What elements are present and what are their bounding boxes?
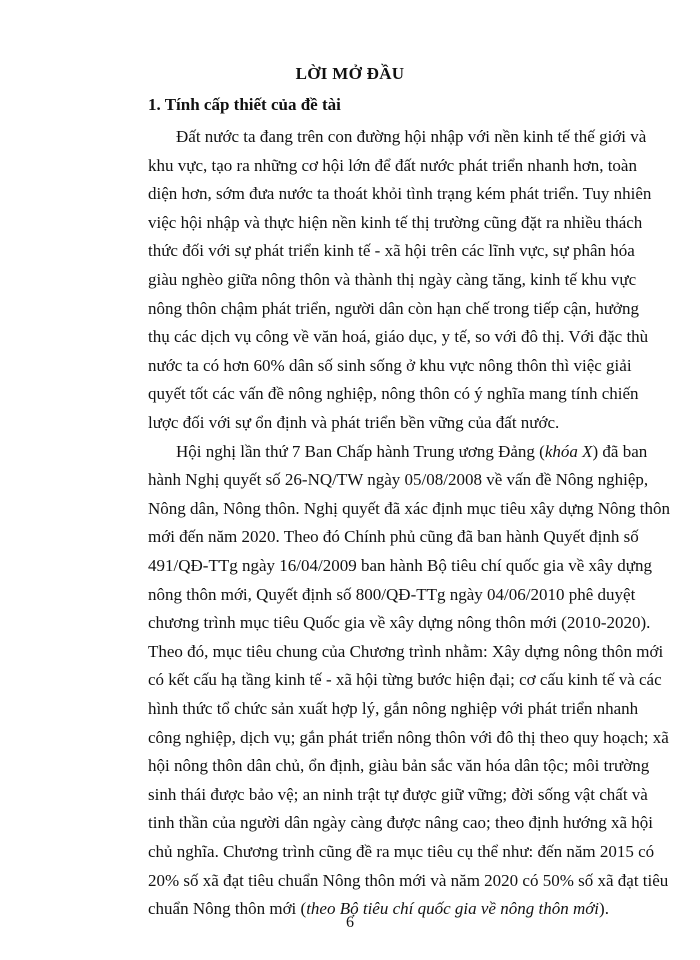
paragraph-line: thụ các dịch vụ công về văn hoá, giáo dục, y tế, so với đô thị. Với đặc thù bbox=[148, 327, 649, 347]
paragraph-line: sinh thái được bảo vệ; an ninh trật tự được giữ vững; đời sống vật chất và bbox=[148, 784, 648, 804]
paragraph-line: Hội nghị lần thứ 7 Ban Chấp hành Trung ương Đảng (khóa X) đã ban bbox=[176, 441, 648, 461]
page-title: LỜI MỞ ĐẦU bbox=[295, 64, 405, 83]
paragraph-line: Đất nước ta đang trên con đường hội nhập với nền kinh tế thế giới và bbox=[176, 127, 647, 146]
page-number: 6 bbox=[346, 914, 354, 931]
paragraph-line: chủ nghĩa. Chương trình cũng đề ra mục tiêu cụ thể như: đến năm 2015 có bbox=[148, 842, 655, 861]
paragraph-line: nước ta có hơn 60% dân số sinh sống ở khu vực nông thôn thì việc giải bbox=[148, 355, 632, 375]
paragraph-line: nông thôn chậm phát triển, người dân còn hạn chế trong tiếp cận, hưởng bbox=[148, 298, 640, 318]
paragraph-line: hội nông thôn dân chủ, ổn định, giàu bản sắc văn hóa dân tộc; môi trường bbox=[148, 756, 650, 776]
paragraph-line: hành Nghị quyết số 26-NQ/TW ngày 05/08/2008 về vấn đề Nông nghiệp, bbox=[148, 470, 649, 490]
italic-text: theo Bộ tiêu chí quốc gia về nông thôn mới bbox=[306, 899, 600, 919]
paragraph-line: Theo đó, mục tiêu chung của Chương trình nhằm: Xây dựng nông thôn mới bbox=[148, 641, 664, 661]
paragraph-line: lược đối với sự ổn định và phát triển bền vững của đất nước. bbox=[148, 413, 560, 432]
paragraph-line: mới đến năm 2020. Theo đó Chính phủ cũng đã ban hành Quyết định số bbox=[148, 527, 639, 547]
paragraph-line: chương trình mục tiêu Quốc gia về xây dựng nông thôn mới (2010-2020). bbox=[148, 613, 651, 633]
paragraph-line: thức đối với sự phát triển kinh tế - xã hội trên các lĩnh vực, sự phân hóa bbox=[148, 241, 635, 261]
paragraph-line: 20% số xã đạt tiêu chuẩn Nông thôn mới và năm 2020 có 50% số xã đạt tiêu bbox=[148, 870, 669, 890]
paragraph-line: giàu nghèo giữa nông thôn và thành thị ngày càng tăng, kinh tế khu vực bbox=[148, 270, 637, 289]
paragraph-line: 491/QĐ-TTg ngày 16/04/2009 ban hành Bộ tiêu chí quốc gia về xây dựng bbox=[148, 556, 653, 575]
paragraph-line: công nghiệp, dịch vụ; gắn phát triển nông thôn với đô thị theo quy hoạch; xã bbox=[148, 727, 669, 747]
section-heading: 1. Tính cấp thiết của đề tài bbox=[148, 95, 341, 114]
paragraph-line: tinh thần của người dân ngày càng được nâng cao; theo định hướng xã hội bbox=[148, 813, 653, 833]
paragraph-line: quyết tốt các vấn đề nông nghiệp, nông thôn có ý nghĩa mang tính chiến bbox=[148, 384, 639, 404]
paragraph-line: hình thức tổ chức sản xuất hợp lý, gắn nông nghiệp với phát triển nhanh bbox=[148, 699, 639, 718]
italic-text: khóa X bbox=[544, 441, 593, 461]
paragraph-line: Nông dân, Nông thôn. Nghị quyết đã xác định mục tiêu xây dựng Nông thôn bbox=[148, 498, 670, 518]
paragraph-line: chuẩn Nông thôn mới (theo Bộ tiêu chí quốc gia về nông thôn mới). bbox=[148, 899, 609, 919]
paragraph-line: nông thôn mới, Quyết định số 800/QĐ-TTg ngày 04/06/2010 phê duyệt bbox=[148, 584, 636, 604]
paragraph-line: diện hơn, sớm đưa nước ta thoát khỏi tình trạng kém phát triển. Tuy nhiên bbox=[148, 184, 652, 204]
paragraph-line: có kết cấu hạ tầng kinh tế - xã hội từng bước hiện đại; cơ cấu kinh tế và các bbox=[148, 670, 662, 690]
paragraph-line: việc hội nhập và thực hiện nền kinh tế thị trường cũng đặt ra nhiều thách bbox=[148, 212, 643, 232]
paragraph-line: khu vực, tạo ra những cơ hội lớn để đất nước phát triển nhanh hơn, toàn bbox=[148, 155, 637, 175]
